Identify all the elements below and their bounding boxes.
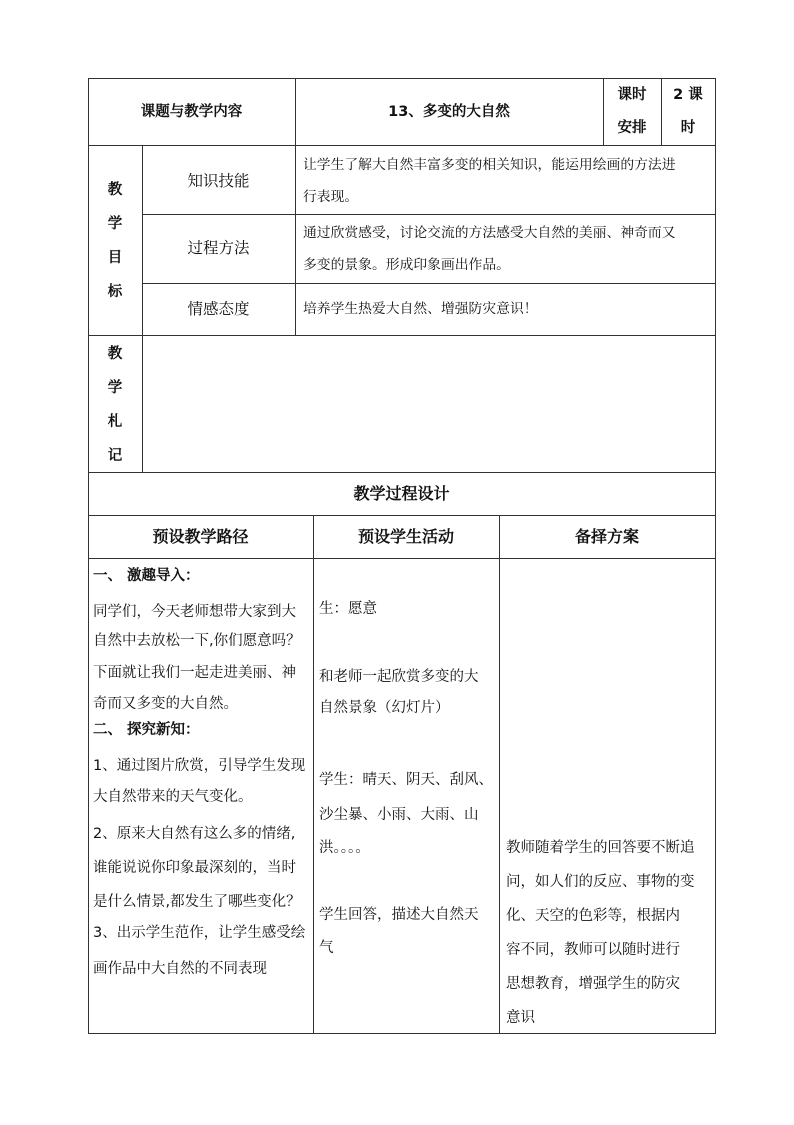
- notes-section-label: 记: [107, 448, 123, 464]
- alternative-line: 教师随着学生的回答要不断追: [506, 840, 695, 856]
- alternative-line: 思想教育，增强学生的防灾: [506, 976, 680, 992]
- schedule-label: 安排: [617, 120, 647, 136]
- notes-section-label: 教: [107, 346, 123, 362]
- path-line: 画作品中大自然的不同表现: [93, 961, 267, 977]
- path-line: 同学们，今天老师想带大家到大: [93, 604, 296, 620]
- topic-label: 课题与教学内容: [140, 104, 243, 120]
- schedule-value: 时: [680, 120, 696, 136]
- path-line: 3、出示学生范作，让学生感受绘: [93, 925, 306, 941]
- column-header-path: 预设教学路径: [152, 527, 249, 546]
- table-divider: [88, 472, 715, 473]
- path-line: 大自然带来的天气变化。: [93, 789, 253, 805]
- alternative-line: 意识: [506, 1010, 535, 1026]
- table-divider: [88, 515, 715, 516]
- table-divider: [313, 515, 314, 1034]
- activity-line: 学生回答，描述大自然天: [319, 907, 479, 923]
- path-line: 谁能说说你印象最深刻的，当时: [93, 860, 296, 876]
- activity-line: 学生：晴天、阴天、刮风、: [319, 772, 493, 788]
- notes-section-label: 札: [107, 414, 123, 430]
- objective-text: 行表现。: [303, 189, 359, 205]
- path-line: 二、 探究新知：: [93, 722, 200, 738]
- objective-text: 培养学生热爱大自然、增强防灾意识！: [303, 301, 538, 317]
- table-divider: [142, 283, 715, 284]
- table-divider: [88, 145, 715, 146]
- activity-line: 和老师一起欣赏多变的大: [319, 669, 479, 685]
- activity-line: 沙尘暴、小雨、大雨、山: [319, 807, 479, 823]
- objective-label: 过程方法: [187, 239, 250, 257]
- alternative-line: 问，如人们的反应、事物的变: [506, 874, 695, 890]
- activity-line: 自然景象（幻灯片）: [319, 700, 450, 716]
- column-header-activity: 预设学生活动: [357, 527, 454, 546]
- path-line: 自然中去放松一下,你们愿意吗？: [93, 633, 301, 649]
- table-divider: [142, 214, 715, 215]
- process-title: 教学过程设计: [353, 484, 450, 503]
- schedule-value: 2 课: [673, 87, 703, 103]
- column-header-alternative: 备择方案: [574, 527, 639, 546]
- notes-section-label: 学: [107, 380, 123, 396]
- objectives-section-label: 教: [107, 182, 123, 198]
- table-divider: [88, 558, 715, 559]
- table-divider: [88, 335, 715, 336]
- path-line: 2、原来大自然有这么多的情绪,: [93, 826, 296, 842]
- alternative-line: 容不同，教师可以随时进行: [506, 942, 680, 958]
- path-line: 奇而又多变的大自然。: [93, 696, 238, 712]
- path-line: 1、通过图片欣赏，引导学生发现: [93, 758, 306, 774]
- path-line: 下面就让我们一起走进美丽、神: [93, 665, 296, 681]
- objective-text: 通过欣赏感受，讨论交流的方法感受大自然的美丽、神奇而又: [303, 225, 676, 241]
- objectives-section-label: 目: [107, 250, 123, 266]
- objective-text: 让学生了解大自然丰富多变的相关知识，能运用绘画的方法进: [303, 157, 676, 173]
- objective-label: 情感态度: [187, 300, 250, 318]
- activity-line: 洪。。。。: [319, 840, 370, 856]
- lesson-title: 13、多变的大自然: [388, 104, 510, 120]
- objectives-section-label: 标: [107, 284, 123, 300]
- alternative-line: 化、天空的色彩等，根据内: [506, 908, 680, 924]
- activity-line: 气: [319, 940, 334, 956]
- activity-line: 生：愿意: [319, 601, 377, 617]
- table-border-bottom: [88, 1033, 715, 1034]
- table-divider: [499, 515, 500, 1034]
- path-line: 一、 激趣导入：: [93, 568, 200, 584]
- objective-text: 多变的景象。形成印象画出作品。: [303, 257, 510, 273]
- objectives-section-label: 学: [107, 216, 123, 232]
- path-line: 是什么情景,都发生了哪些变化？: [93, 894, 301, 910]
- objective-label: 知识技能: [187, 172, 250, 190]
- table-divider: [295, 145, 296, 336]
- schedule-label: 课时: [617, 87, 647, 103]
- table-border-right: [715, 78, 716, 1034]
